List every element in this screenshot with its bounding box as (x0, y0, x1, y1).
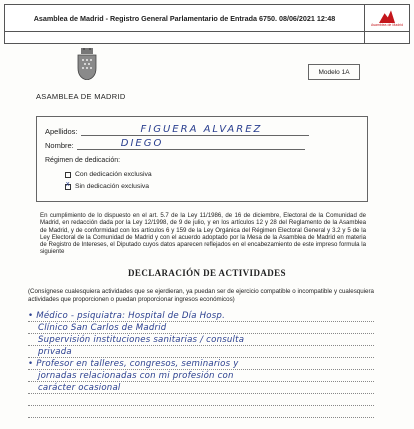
handwritten-line: Supervisión instituciones sanitarias / consulta (38, 335, 245, 345)
surname-label: Apellidos: (45, 127, 78, 136)
name-line (77, 139, 305, 150)
dotted-line (28, 345, 374, 346)
surname-row (45, 125, 309, 136)
consign-instructions: (Consígnese cualesquiera actividades que se ejerdieran, ya puedan ser de ejercicio compatible o incompatible y cualesquiera actividades que proporcionen o puedan proporcionar ingresos económicos) (28, 288, 374, 303)
registry-stamp-text: Asamblea de Madrid - Registro General Parlamentario de Entrada 6750. 08/06/2021 12:48 (5, 5, 365, 31)
assembly-logo-mark (379, 9, 395, 23)
handwritten-line: jornadas relacionadas con mi profesión con (38, 371, 234, 381)
dotted-line (28, 405, 374, 406)
handwritten-line: carácter ocasional (38, 383, 121, 393)
option-with-label: Con dedicación exclusiva (75, 171, 152, 178)
surname-value: FIGUERA ALVAREZ (140, 124, 263, 135)
option-with-dedication (65, 171, 152, 178)
checkbox-without-dedication (65, 184, 71, 190)
assembly-logo (365, 5, 409, 31)
intro-paragraph: En cumplimiento de lo dispuesto en el art. 5.7 de la Ley 11/1986, de 16 de diciembre, Electoral de la Comunidad de Madrid, en redacción dada por la Ley 12/1998, de 9 de julio, y en los artículos 12 y 28 del Reglamento de la Asamblea de Madrid, y de conformidad con los artículos 6 y 159 de la Ley Orgánica del Régimen Electoral General y 3.2 y 5 de la Ley Electoral de la Comunidad de Madrid y con el acuerdo adoptado por la Mesa de la Asamblea de Madrid en materia de Registro de Intereses, el Diputado cuyos datos aparecen reflejados en el encabezamiento de este impreso formula la siguiente (40, 212, 366, 256)
dotted-line (28, 381, 374, 382)
dotted-line (28, 369, 374, 370)
regime-label: Régimen de dedicación: (45, 157, 121, 164)
declaration-title: DECLARACIÓN DE ACTIVIDADES (128, 268, 286, 278)
dotted-line (28, 321, 374, 322)
option-without-dedication (65, 183, 149, 190)
dotted-line (28, 417, 374, 418)
coat-of-arms-icon (76, 48, 98, 80)
handwritten-line: privada (38, 347, 72, 357)
dotted-line (28, 333, 374, 334)
handwritten-line: Clínico San Carlos de Madrid (38, 323, 167, 333)
name-label: Nombre: (45, 141, 74, 150)
option-without-label: Sin dedicación exclusiva (75, 183, 150, 190)
name-value: DIEGO (120, 138, 164, 149)
handwritten-line: • Profesor en talleres, congresos, seminarios y (28, 359, 239, 369)
handwritten-line: • Médico - psiquiatra: Hospital de Día Hosp. (28, 311, 226, 321)
name-row (45, 139, 305, 150)
assembly-logo-text: Asamblea de Madrid (370, 23, 404, 27)
institution-name: ASAMBLEA DE MADRID (36, 92, 126, 101)
checkbox-with-dedication (65, 172, 71, 178)
registry-header (4, 4, 410, 32)
dotted-line (28, 393, 374, 394)
registry-blank-row (4, 32, 410, 44)
personal-data-box (36, 116, 368, 202)
surname-line (81, 125, 309, 136)
model-box: Modelo 1A (308, 64, 360, 80)
dotted-line (28, 357, 374, 358)
